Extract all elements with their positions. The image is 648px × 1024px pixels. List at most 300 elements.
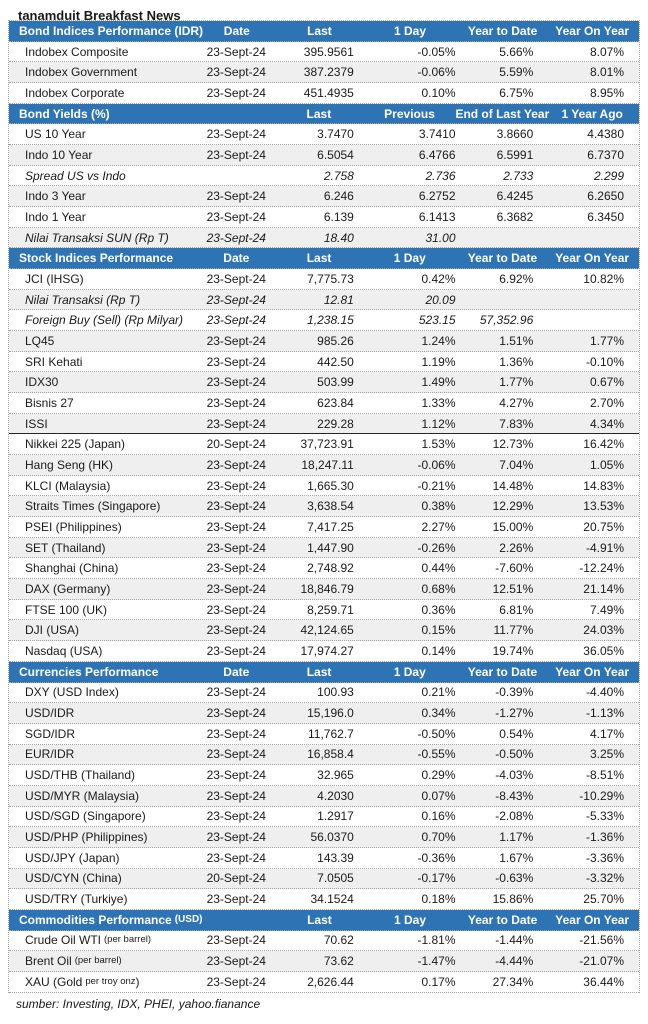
instrument-name-text: Nilai Transaksi SUN (Rp T) <box>25 230 169 245</box>
column-header: 1 Day <box>394 912 427 927</box>
value-cell: 6.5054 <box>317 147 354 162</box>
value-cell: 6.3682 <box>496 209 534 224</box>
value-cell: 1.2917 <box>317 809 354 824</box>
column-header: Last <box>306 664 332 679</box>
section-header <box>9 662 639 683</box>
table-row <box>9 228 639 249</box>
table-row <box>9 745 639 766</box>
column-header: Year to Date <box>467 251 538 266</box>
value-cell: -2.08% <box>495 809 534 824</box>
instrument-name-text: DAX (Germany) <box>25 581 111 596</box>
date-cell: 23-Sept-24 <box>206 850 266 865</box>
section-title-text: Commodities Performance <box>19 912 172 927</box>
value-cell <box>545 290 639 310</box>
instrument-name <box>9 414 194 434</box>
value-cell: 2.26% <box>499 540 534 555</box>
table-row <box>9 579 639 600</box>
value-cell: -12.24% <box>579 561 624 576</box>
value-cell: 42,124.65 <box>300 623 354 638</box>
table-row <box>9 83 639 104</box>
date-cell: 23-Sept-24 <box>206 416 266 431</box>
table-row <box>9 290 639 311</box>
value-cell: 20.75% <box>583 519 624 534</box>
column-header: Year On Year <box>555 912 630 927</box>
date-cell: 23-Sept-24 <box>206 581 266 596</box>
value-cell: 17,974.27 <box>300 644 354 658</box>
value-cell: 395.9561 <box>303 44 354 59</box>
date-cell: 23-Sept-24 <box>206 623 266 638</box>
instrument-name <box>9 931 194 951</box>
table-row <box>9 269 639 290</box>
instrument-name <box>9 703 194 723</box>
instrument-name <box>9 600 194 620</box>
date-cell: 23-Sept-24 <box>206 230 266 245</box>
table-row <box>9 372 639 393</box>
column-header: 1 Day <box>393 664 426 679</box>
instrument-name-text: US 10 Year <box>25 127 86 142</box>
value-cell: -1.44% <box>495 933 534 948</box>
market-data-table <box>8 20 640 993</box>
value-cell: 1.53% <box>421 437 456 452</box>
instrument-name <box>9 889 194 909</box>
table-row <box>9 186 639 207</box>
value-cell: 0.21% <box>421 685 456 700</box>
instrument-name-text: Straits Times (Singapore) <box>25 499 161 514</box>
value-cell: 20.09 <box>425 292 456 307</box>
table-row <box>9 558 639 579</box>
table-row <box>9 724 639 745</box>
date-cell: 23-Sept-24 <box>206 519 266 534</box>
instrument-name <box>9 166 194 186</box>
date-cell: 23-Sept-24 <box>206 706 266 721</box>
value-cell: 0.16% <box>421 809 456 824</box>
value-cell: -1.81% <box>417 933 456 948</box>
value-cell: 0.67% <box>589 375 624 390</box>
column-header: Previous <box>384 106 435 121</box>
table-row <box>9 951 639 972</box>
table-row <box>9 869 639 890</box>
value-cell: 8.95% <box>589 85 624 100</box>
instrument-name <box>9 207 194 227</box>
value-cell: 36.44% <box>583 974 624 989</box>
value-cell: 4.17% <box>589 726 624 741</box>
value-cell: 1.77% <box>589 333 624 348</box>
table-row <box>9 42 639 63</box>
column-header: End of Last Year <box>455 106 550 121</box>
date-cell: 23-Sept-24 <box>206 602 266 617</box>
value-cell: 18,247.11 <box>301 457 354 472</box>
column-header: Date <box>223 664 250 679</box>
instrument-name-text: Indobex Composite <box>25 44 129 59</box>
value-cell: 0.44% <box>421 561 456 576</box>
date-cell: 23-Sept-24 <box>206 375 266 390</box>
date-cell: 23-Sept-24 <box>206 147 266 162</box>
value-cell: -8.43% <box>495 788 534 803</box>
value-cell: 1.33% <box>421 395 456 410</box>
value-cell: 1,665.30 <box>307 478 354 493</box>
date-cell: 23-Sept-24 <box>206 189 266 204</box>
section-title <box>9 104 194 124</box>
value-cell: 0.07% <box>421 788 456 803</box>
instrument-name-text: PSEI (Philippines) <box>25 519 122 534</box>
date-cell: 23-Sept-24 <box>206 478 266 493</box>
value-cell: 7.0505 <box>317 871 354 886</box>
value-cell: 36.05% <box>583 644 624 658</box>
instrument-name <box>9 951 194 971</box>
value-cell: -5.33% <box>585 809 624 824</box>
value-cell: 6.1413 <box>418 209 456 224</box>
instrument-name-text: USD/IDR <box>25 706 75 721</box>
value-cell: -0.06% <box>417 457 456 472</box>
value-cell: -3.32% <box>585 871 624 886</box>
value-cell: -1.47% <box>417 954 456 969</box>
value-cell: 100.93 <box>317 685 354 700</box>
value-cell: -0.21% <box>417 478 456 493</box>
value-cell: 24.03% <box>583 623 624 638</box>
value-cell: -3.36% <box>585 850 624 865</box>
value-cell: 2.736 <box>425 168 456 183</box>
table-row <box>9 889 639 910</box>
date-cell: 23-Sept-24 <box>206 685 266 700</box>
instrument-name <box>9 538 194 558</box>
value-cell: 12.51% <box>492 581 534 596</box>
instrument-name-text: Indobex Government <box>25 65 138 80</box>
column-header: 1 Day <box>394 23 427 38</box>
value-cell: 31.00 <box>425 230 456 245</box>
value-cell: 451.4935 <box>303 85 354 100</box>
value-cell: 1.67% <box>499 850 534 865</box>
date-cell: 23-Sept-24 <box>206 127 266 142</box>
value-cell: 1.51% <box>499 333 534 348</box>
date-cell: 23-Sept-24 <box>206 892 266 907</box>
value-cell <box>460 290 546 310</box>
table-row <box>9 331 639 352</box>
column-header <box>194 104 278 124</box>
value-cell: 5.59% <box>499 65 534 80</box>
table-row <box>9 972 639 993</box>
value-cell: 73.62 <box>323 954 354 969</box>
instrument-name-text: Indobex Corporate <box>25 85 125 100</box>
instrument-name-unit: (per barrel) <box>104 934 152 946</box>
value-cell: 8.01% <box>589 65 624 80</box>
instrument-name-text: Brent Oil <box>25 954 72 969</box>
value-cell: 6.139 <box>323 209 354 224</box>
table-row <box>9 931 639 952</box>
value-cell: 6.3450 <box>587 209 624 224</box>
date-cell: 23-Sept-24 <box>206 209 266 224</box>
table-row <box>9 393 639 414</box>
column-header: Last <box>307 912 332 927</box>
column-header: Year to Date <box>467 912 538 927</box>
value-cell <box>545 228 639 248</box>
value-cell: 4.2030 <box>317 788 354 803</box>
value-cell: 15.00% <box>492 519 534 534</box>
value-cell: 6.4766 <box>418 147 456 162</box>
instrument-name-text: SET (Thailand) <box>25 540 106 555</box>
table-row <box>9 683 639 704</box>
instrument-name-text: SGD/IDR <box>25 726 76 741</box>
value-cell: 25.70% <box>583 892 624 907</box>
date-cell: 23-Sept-24 <box>206 395 266 410</box>
value-cell: 7.49% <box>589 602 624 617</box>
value-cell: 2.733 <box>503 168 534 183</box>
table-row <box>9 455 639 476</box>
value-cell: -0.06% <box>417 65 456 80</box>
instrument-name <box>9 620 194 640</box>
value-cell: 7.04% <box>499 457 534 472</box>
instrument-name <box>9 724 194 744</box>
section-title-text: Stock Indices Performance <box>19 251 174 266</box>
value-cell: 143.39 <box>317 850 354 865</box>
value-cell: 2,626.44 <box>307 974 354 989</box>
value-cell: 3.7410 <box>418 127 456 142</box>
section-title <box>9 662 194 682</box>
instrument-name-text: USD/CYN (China) <box>25 871 122 886</box>
section-title-unit: (USD) <box>174 913 203 925</box>
date-cell: 23-Sept-24 <box>206 333 266 348</box>
instrument-name-text: EUR/IDR <box>25 747 75 762</box>
instrument-name <box>9 42 194 62</box>
instrument-name <box>9 269 194 289</box>
value-cell: 2.27% <box>421 519 456 534</box>
instrument-name <box>9 765 194 785</box>
instrument-name <box>9 517 194 537</box>
column-header: Year On Year <box>555 664 630 679</box>
value-cell: 6.7370 <box>587 147 624 162</box>
date-cell: 23-Sept-24 <box>206 768 266 783</box>
value-cell: 1.77% <box>499 375 534 390</box>
value-cell: 3.8660 <box>496 127 534 142</box>
value-cell: 14.48% <box>492 478 534 493</box>
instrument-name-text: Bisnis 27 <box>25 395 74 410</box>
value-cell: -0.36% <box>417 850 456 865</box>
value-cell: 12.73% <box>492 437 534 452</box>
table-row <box>9 476 639 497</box>
value-cell: -0.50% <box>417 726 456 741</box>
table-row <box>9 807 639 828</box>
value-cell: 16.42% <box>583 437 624 452</box>
instrument-name-text: Indo 10 Year <box>25 147 93 162</box>
value-cell: 16,858.4 <box>307 747 354 762</box>
instrument-name <box>9 972 194 992</box>
instrument-name <box>9 683 194 703</box>
value-cell: -1.27% <box>495 706 534 721</box>
date-cell: 23-Sept-24 <box>206 954 266 969</box>
value-cell: 0.36% <box>421 602 456 617</box>
instrument-name <box>9 331 194 351</box>
value-cell: 4.34% <box>589 416 624 431</box>
table-row <box>9 827 639 848</box>
table-row <box>9 124 639 145</box>
value-cell: -1.36% <box>585 830 624 845</box>
instrument-name-text: IDX30 <box>25 375 59 390</box>
date-cell: 23-Sept-24 <box>206 44 266 59</box>
date-cell: 23-Sept-24 <box>206 271 266 286</box>
column-header: Last <box>306 106 332 121</box>
instrument-name-text: USD/SGD (Singapore) <box>25 809 146 824</box>
value-cell: 1,447.90 <box>307 540 354 555</box>
column-header <box>195 910 279 930</box>
value-cell: 523.15 <box>418 313 456 328</box>
value-cell: 13.53% <box>583 499 624 514</box>
date-cell: 23-Sept-24 <box>206 726 266 741</box>
instrument-name <box>9 786 194 806</box>
value-cell: 4.27% <box>499 395 534 410</box>
column-header: Last <box>306 251 332 266</box>
value-cell: -4.40% <box>585 685 624 700</box>
table-row <box>9 765 639 786</box>
value-cell: 6.5991 <box>496 147 534 162</box>
value-cell: 0.70% <box>421 830 456 845</box>
value-cell: 1.24% <box>421 333 456 348</box>
column-header: Year On Year <box>555 23 630 38</box>
date-cell: 20-Sept-24 <box>206 437 266 452</box>
date-cell: 23-Sept-24 <box>206 65 266 80</box>
instrument-name-text: USD/THB (Thailand) <box>25 768 136 783</box>
value-cell: 1.36% <box>499 354 534 369</box>
value-cell: 7,775.73 <box>307 271 354 286</box>
instrument-name <box>9 290 194 310</box>
value-cell: -0.05% <box>417 44 456 59</box>
section-header <box>9 104 639 125</box>
section-title <box>9 21 204 41</box>
value-cell: 27.34% <box>492 974 534 989</box>
section-title-text: Bond Indices Performance (IDR) <box>19 23 204 38</box>
section-title <box>9 910 203 930</box>
value-cell: 5.66% <box>499 44 534 59</box>
page-title: tanamduit Breakfast News <box>18 8 181 23</box>
value-cell: -10.29% <box>579 788 624 803</box>
value-cell: -7.60% <box>495 561 534 576</box>
instrument-name <box>9 827 194 847</box>
column-header: Year to Date <box>467 23 538 38</box>
value-cell: 2,748.92 <box>307 561 354 576</box>
value-cell: 2.299 <box>593 168 624 183</box>
value-cell: 8.07% <box>589 44 624 59</box>
instrument-name <box>9 186 194 206</box>
table-row <box>9 786 639 807</box>
value-cell: 0.42% <box>421 271 456 286</box>
value-cell: 387.2379 <box>303 65 354 80</box>
value-cell: -1.13% <box>585 706 624 721</box>
column-header: Date <box>223 23 250 38</box>
value-cell: -0.63% <box>495 871 534 886</box>
value-cell: 1.17% <box>499 830 534 845</box>
instrument-name <box>9 83 194 103</box>
instrument-name-text: Foreign Buy (Sell) (Rp Milyar) <box>25 313 184 328</box>
date-cell: 23-Sept-24 <box>206 354 266 369</box>
value-cell: -4.91% <box>585 540 624 555</box>
value-cell: 10.82% <box>583 271 624 286</box>
value-cell: 3.7470 <box>317 127 354 142</box>
date-cell: 23-Sept-24 <box>206 830 266 845</box>
column-header: Year On Year <box>555 251 630 266</box>
date-cell: 23-Sept-24 <box>206 561 266 576</box>
value-cell: 985.26 <box>317 333 354 348</box>
instrument-name-text: KLCI (Malaysia) <box>25 478 111 493</box>
date-cell: 23-Sept-24 <box>206 292 266 307</box>
value-cell: 32.965 <box>317 768 354 783</box>
section-title <box>9 248 194 268</box>
value-cell: 18,846.79 <box>300 581 354 596</box>
value-cell: -4.44% <box>495 954 534 969</box>
value-cell: 0.17% <box>421 974 456 989</box>
instrument-name <box>9 352 194 372</box>
value-cell: 1,238.15 <box>307 313 354 328</box>
table-row <box>9 414 639 435</box>
table-row <box>9 600 639 621</box>
instrument-name-text: Indo 1 Year <box>25 209 86 224</box>
column-header: Year to Date <box>467 664 538 679</box>
date-cell: 23-Sept-24 <box>206 85 266 100</box>
value-cell: 18.40 <box>323 230 354 245</box>
instrument-name <box>9 393 194 413</box>
instrument-name-text: USD/TRY (Turkiye) <box>25 892 128 907</box>
instrument-name-text: Nasdaq (USA) <box>25 644 103 658</box>
instrument-name <box>9 228 194 248</box>
value-cell <box>460 228 546 248</box>
value-cell: 2.70% <box>589 395 624 410</box>
section-header <box>9 910 639 931</box>
value-cell: 57,352.96 <box>479 313 534 328</box>
table-row <box>9 207 639 228</box>
instrument-name-text: XAU (Gold <box>25 974 83 989</box>
instrument-name <box>9 62 194 82</box>
value-cell: 0.54% <box>499 726 534 741</box>
value-cell: 12.81 <box>323 292 354 307</box>
value-cell: 1.19% <box>421 354 456 369</box>
instrument-name-text: DXY (USD Index) <box>25 685 119 700</box>
value-cell: -0.26% <box>417 540 456 555</box>
table-row <box>9 620 639 641</box>
instrument-name <box>9 869 194 889</box>
value-cell: 0.38% <box>421 499 456 514</box>
instrument-name-text: Nilai Transaksi (Rp T) <box>25 292 141 307</box>
value-cell: 15,196.0 <box>307 706 354 721</box>
date-cell: 20-Sept-24 <box>206 871 266 886</box>
value-cell: 56.0370 <box>310 830 354 845</box>
instrument-name <box>9 372 194 392</box>
date-cell <box>194 166 278 186</box>
table-row <box>9 517 639 538</box>
value-cell: 0.18% <box>421 892 456 907</box>
source-note: sumber: Investing, IDX, PHEI, yahoo.fianance <box>16 996 261 1011</box>
instrument-name <box>9 641 194 661</box>
instrument-name-text: USD/MYR (Malaysia) <box>25 788 140 803</box>
value-cell: 6.4245 <box>496 189 534 204</box>
column-header: Last <box>307 23 332 38</box>
value-cell: 12.29% <box>492 499 534 514</box>
instrument-name <box>9 745 194 765</box>
instrument-name-text: Hang Seng (HK) <box>25 457 114 472</box>
value-cell: 8,259.71 <box>307 602 354 617</box>
instrument-name-text: Shanghai (China) <box>25 561 119 576</box>
date-cell: 23-Sept-24 <box>206 974 266 989</box>
instrument-name-text: Spread US vs Indo <box>25 168 126 183</box>
value-cell: 21.14% <box>583 581 624 596</box>
value-cell: 19.74% <box>492 644 534 658</box>
table-row <box>9 434 639 455</box>
instrument-name <box>9 434 194 454</box>
table-row <box>9 848 639 869</box>
instrument-name-unit: per troy onz <box>85 975 136 987</box>
column-header: Date <box>223 251 250 266</box>
value-cell: 11,762.7 <box>308 726 354 741</box>
value-cell: -4.03% <box>495 768 534 783</box>
column-header: 1 Day <box>393 251 426 266</box>
date-cell: 23-Sept-24 <box>206 644 266 658</box>
section-header <box>9 21 639 42</box>
